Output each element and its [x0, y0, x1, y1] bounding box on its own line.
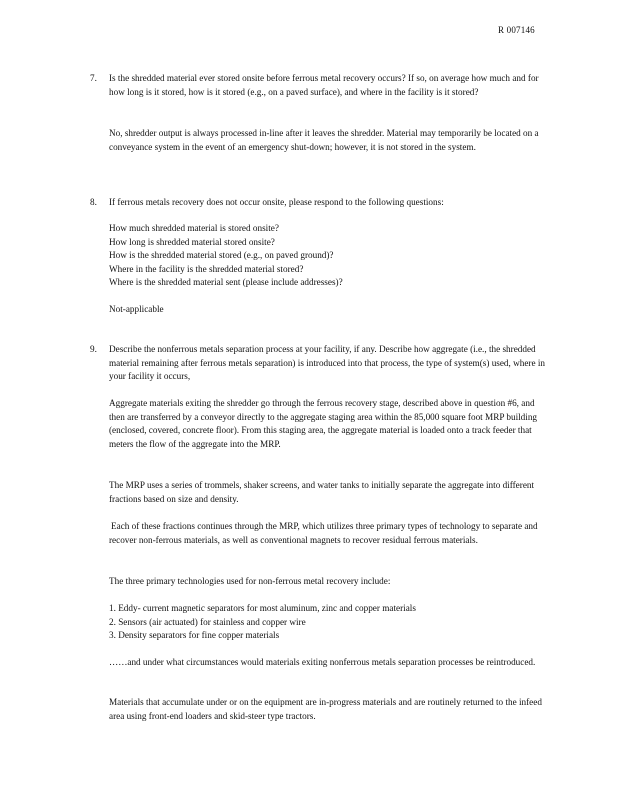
question-text: Is the shredded material ever stored onsite before ferrous metal recovery occurs? If so, on average how much and for how long is it stored, how is it stored (e.g., on a paved surface), and where in the facility is it stored?: [109, 73, 539, 97]
document-id: R 007146: [498, 25, 535, 35]
follow-up-question: ……and under what circumstances would materials exiting nonferrous metals separation processes be reintroduced.: [109, 657, 536, 667]
question-number: 8.: [90, 197, 97, 207]
sub-question-list: [109, 222, 549, 290]
answer-7: No, shredder output is always processed in-line after it leaves the shredder. Material may temporarily be located on a conveyance system in the event of an emergency shut-down; however, it is not stored in the system.: [109, 128, 539, 152]
answer-8: Not-applicable: [109, 304, 164, 314]
technology-list: [109, 602, 549, 643]
sub-question: How long is shredded material stored onsite?: [109, 236, 275, 247]
answer-9-paragraph-4: The three primary technologies used for non-ferrous metal recovery include:: [109, 576, 391, 586]
answer-9-paragraph-1: Aggregate materials exiting the shredder go through the ferrous recovery stage, described above in question #6, and then are transferred by a conveyor directly to the aggregate staging area within the 85,000 square foot MRP building (enclosed, covered, concrete floor). From this staging area, the aggregate material is loaded onto a track feeder that meters the flow of the aggregate into the MRP.: [109, 398, 538, 449]
technology-item: 1. Eddy- current magnetic separators for most aluminum, zinc and copper materials: [109, 603, 416, 613]
question-number: 9.: [90, 344, 97, 354]
question-text: Describe the nonferrous metals separation process at your facility, if any. Describe how aggregate (i.e., the shredded material remaining after ferrous metals separation) is introduced into that process, the type of system(s) used, where in your facility it occurs,: [109, 344, 546, 382]
sub-question: Where in the facility is the shredded material stored?: [109, 263, 304, 274]
technology-item: 2. Sensors (air actuated) for stainless and copper wire: [109, 616, 306, 627]
answer-9-paragraph-2: The MRP uses a series of trommels, shaker screens, and water tanks to initially separate the aggregate into different fractions based on size and density.: [109, 480, 535, 504]
technology-item: 3. Density separators for fine copper materials: [109, 630, 280, 641]
sub-question: How much shredded material is stored onsite?: [109, 223, 279, 233]
sub-question: Where is the shredded material sent (please include addresses)?: [109, 277, 343, 288]
answer-9-paragraph-3: Each of these fractions continues through the MRP, which utilizes three primary types of technology to separate and recover non-ferrous materials, as well as conventional magnets to recover residual ferrous materials.: [109, 521, 538, 545]
sub-question: How is the shredded material stored (e.g., on paved ground)?: [109, 250, 334, 261]
question-number: 7.: [90, 73, 97, 83]
question-text: If ferrous metals recovery does not occur onsite, please respond to the following questions:: [109, 197, 444, 207]
answer-9-followup: Materials that accumulate under or on the equipment are in-progress materials and are routinely returned to the infeed area using front-end loaders and skid-steer type tractors.: [109, 697, 542, 721]
